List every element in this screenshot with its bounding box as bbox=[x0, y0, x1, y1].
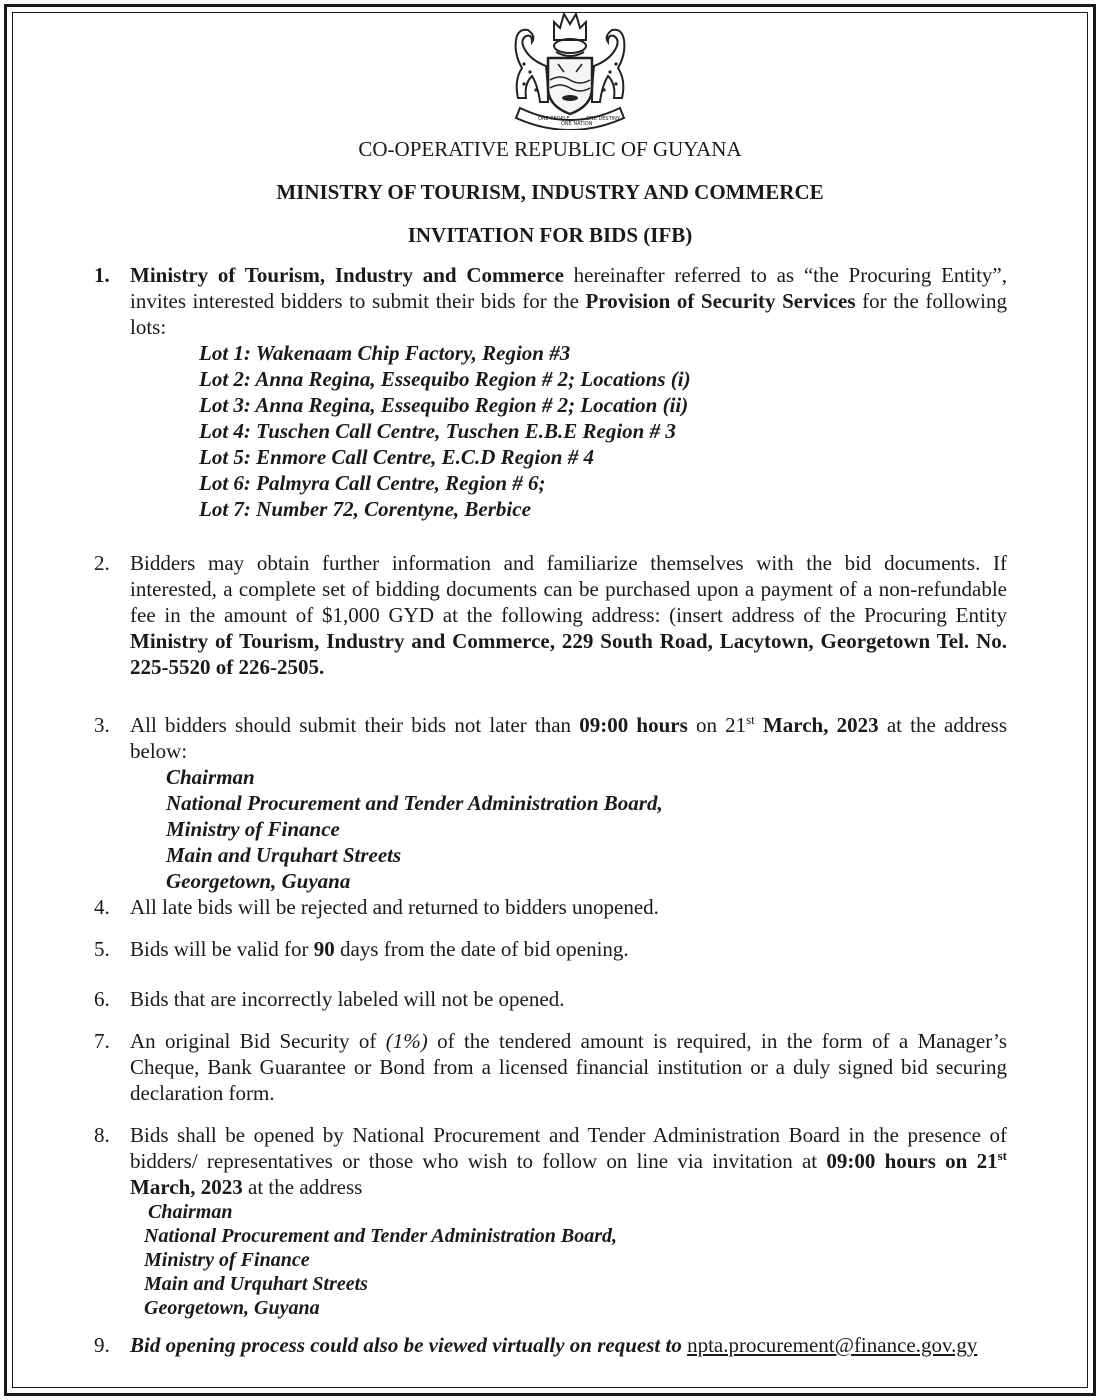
ministry-address: Ministry of Tourism, Industry and Commerce, 229 South Road, Lacytown, Georgetown Tel. No. 225-5520 of 226-2505. bbox=[130, 629, 1007, 679]
clause-2: 2. Bidders may obtain further information and familiarize themselves with the bid documents. If interested, a complete set of bidding documents can be purchased upon a payment of a non-refundable fee in the amount of $1,000 GYD at the following address: (insert address of the Procuring Entity Ministry of Tourism, Industry and Commerce, 229 South Road, Lacytown, Georgetown Tel. No. 225-5520 of 226-2505. bbox=[94, 551, 1007, 679]
validity-days: 90 bbox=[313, 937, 335, 961]
clause-number: 6. bbox=[94, 987, 110, 1011]
clause-5: 5. Bids will be valid for 90 days from the date of bid opening. bbox=[94, 937, 629, 961]
clause-9: 9. Bid opening process could also be viewed virtually on request to npta.procurement@finance.gov.gy bbox=[94, 1333, 978, 1357]
clause-number: 4. bbox=[94, 895, 110, 919]
country-heading: CO-OPERATIVE REPUBLIC OF GUYANA bbox=[358, 137, 742, 161]
lot-item: Lot 4: Tuschen Call Centre, Tuschen E.B.E Region # 3 bbox=[199, 419, 676, 443]
deadline-time: 09:00 hours bbox=[579, 713, 688, 737]
clause-number: 3. bbox=[94, 713, 110, 737]
document-title: INVITATION FOR BIDS (IFB) bbox=[407, 223, 693, 247]
opening-address: Chairman National Procurement and Tender Administration Board, Ministry of Finance Main and Urquhart Streets Georgetown, Guyana bbox=[144, 1201, 618, 1319]
motto-3: ONE DESTINY bbox=[586, 116, 620, 122]
document-body bbox=[0, 262, 1100, 1358]
clause-6: 6. Bids that are incorrectly labeled will not be opened. bbox=[94, 987, 565, 1011]
procuring-entity-name: Ministry of Tourism, Industry and Commerce bbox=[130, 263, 564, 287]
lots-list bbox=[0, 340, 1100, 522]
clause-number: 5. bbox=[94, 937, 110, 961]
clause-1: 1. Ministry of Tourism, Industry and Commerce hereinafter referred to as “the Procuring Entity”, invites interested bidders to submit their bids for the Provision of Security Services for the following lots: bbox=[94, 263, 1008, 339]
opening-date: March, 2023 bbox=[130, 1175, 243, 1199]
clause-number: 8. bbox=[94, 1123, 110, 1147]
clause-3: 3. All bidders should submit their bids not later than 09:00 hours on 21st March, 2023 at the address below: Chairman National Procurement and Tender Administration Board, Ministry of Finance Main and Urquhart Streets Georgetown, Guyana bbox=[94, 712, 1007, 893]
clause-number: 1. bbox=[94, 263, 110, 287]
lot-item: Lot 1: Wakenaam Chip Factory, Region #3 bbox=[199, 341, 571, 365]
security-percent: (1%) bbox=[385, 1029, 428, 1053]
clause-number: 9. bbox=[94, 1333, 110, 1357]
lot-item: Lot 2: Anna Regina, Essequibo Region # 2; Locations (i) bbox=[199, 367, 691, 391]
lot-item: Lot 5: Enmore Call Centre, E.C.D Region # 4 bbox=[199, 445, 594, 469]
service-name: Provision of Security Services bbox=[585, 289, 856, 313]
clause-8: 8. Bids shall be opened by National Procurement and Tender Administration Board in the presence of bidders/ representatives or those who wish to follow on line via invitation at 09:00 hours on 21st March, 2023 at the address Chairman National Procurement and Tender Administration Board, Ministry of Finance Main and Urquhart Streets Georgetown, Guyana bbox=[94, 1123, 1007, 1319]
motto-2: ONE NATION bbox=[561, 121, 593, 127]
opening-time: 09:00 hours on 21 bbox=[826, 1149, 998, 1173]
procurement-email-link[interactable]: npta.procurement@finance.gov.gy bbox=[687, 1333, 978, 1357]
deadline-date: March, 2023 bbox=[754, 713, 879, 737]
ministry-heading: MINISTRY OF TOURISM, INDUSTRY AND COMMERCE bbox=[276, 180, 824, 204]
clause-4: 4. All late bids will be rejected and returned to bidders unopened. bbox=[94, 895, 659, 919]
motto-1: ONE PEOPLE bbox=[538, 116, 570, 122]
lot-item: Lot 6: Palmyra Call Centre, Region # 6; bbox=[199, 471, 546, 495]
submission-address: Chairman National Procurement and Tender Administration Board, Ministry of Finance Main and Urquhart Streets Georgetown, Guyana bbox=[166, 765, 663, 893]
lot-item: Lot 3: Anna Regina, Essequibo Region # 2; Location (ii) bbox=[199, 393, 689, 417]
coat-of-arms-emblem bbox=[498, 6, 642, 130]
clause-number: 7. bbox=[94, 1029, 110, 1053]
clause-7: 7. An original Bid Security of (1%) of the tendered amount is required, in the form of a Manager’s Cheque, Bank Guarantee or Bond from a licensed financial institution or a duly signed bid securing declaration form. bbox=[94, 1029, 1007, 1105]
lot-item: Lot 7: Number 72, Corentyne, Berbice bbox=[199, 497, 531, 521]
clause-number: 2. bbox=[94, 551, 110, 575]
